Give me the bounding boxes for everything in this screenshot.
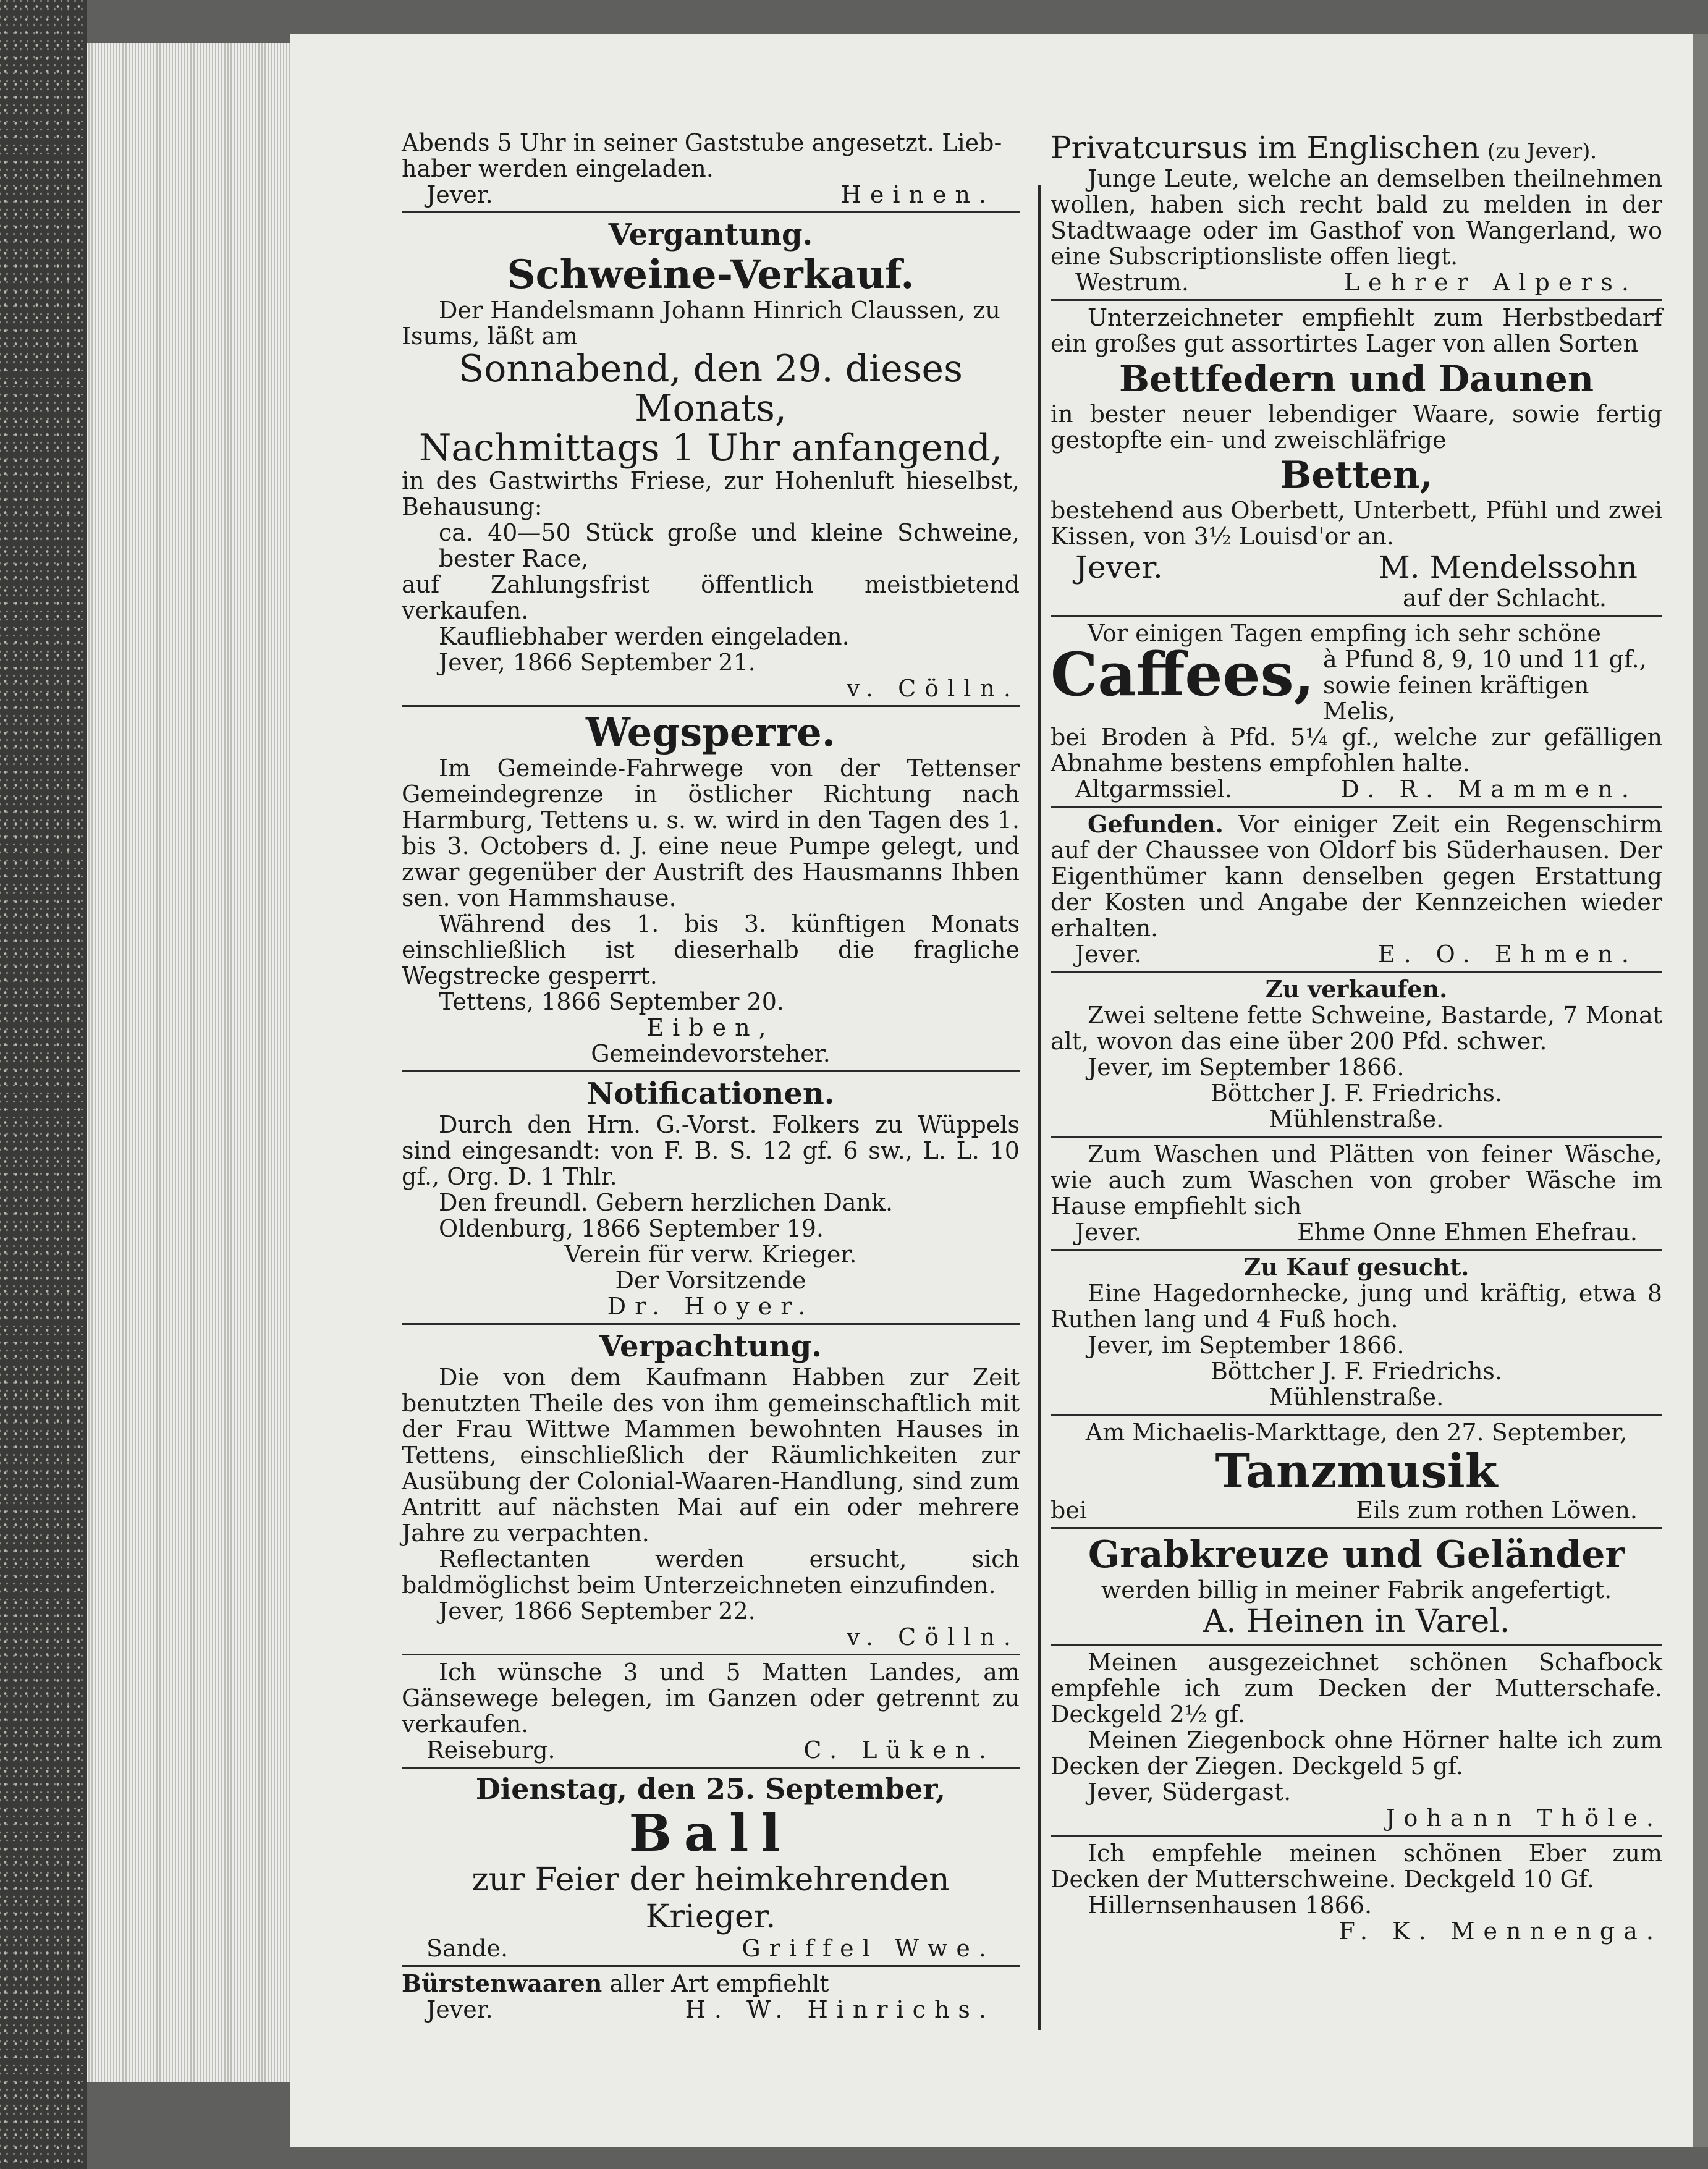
ad-text: in bester neuer lebendiger Waare, sowie fertig gestopfte ein- und zweischläfrige	[1051, 400, 1662, 454]
ad-signer-title: Der Vorsitzende	[615, 1267, 806, 1294]
ad-title: Caffees,	[1051, 640, 1315, 709]
ad-zu-verkaufen	[1051, 976, 1662, 1132]
ad-text: Eine Hagedornhecke, jung und kräftig, etwa 8 Ruthen lang und 4 Fuß hoch.	[1051, 1280, 1662, 1333]
ad-place: Jever.	[1075, 549, 1163, 585]
signature-line	[1051, 776, 1662, 802]
ad-text: auf Zahlungsfrist öffentlich meistbietend verkaufen.	[402, 571, 1020, 624]
ad-signer: D. R. Mammen.	[1340, 776, 1638, 803]
ad-dateline: Tettens, 1866 September 20.	[439, 988, 784, 1015]
ad-signer: v. Cölln.	[847, 1623, 1020, 1651]
ad-signer: A. Heinen in Varel.	[1203, 1603, 1510, 1640]
ad-text: Vor einiger Zeit ein Regenschirm auf der Chaussee von Oldorf bis Süderhausen. Der Eigenthümer kann denselben gegen Erstattung der Kosten und Angabe der Kennzeichen wieder erhalten.	[1051, 811, 1662, 942]
ad-title-line	[1051, 130, 1662, 166]
ad-text: Unterzeichneter empfiehlt zum Herbstbedarf ein großes gut assortirtes Lager von allen Sorten	[1051, 304, 1662, 357]
ad-signer: C. Lüken.	[803, 1736, 995, 1764]
ad-title-suffix: (zu Jever).	[1487, 139, 1597, 164]
ad-signer-address: Mühlenstraße.	[1269, 1384, 1444, 1411]
ad-signer: Lehrer Alpers.	[1343, 269, 1638, 296]
ad-separator	[1051, 1136, 1662, 1138]
ad-kicker: Vergantung.	[608, 218, 813, 252]
ad-text: Vor einigen Tagen empfing ich sehr schöne	[1088, 620, 1601, 647]
ad-dateline: Hillernsenhausen 1866.	[1088, 1892, 1372, 1919]
ad-signer: v. Cölln.	[847, 675, 1020, 702]
ad-signer: F. K. Mennenga.	[1338, 1917, 1662, 1945]
ad-text: Der Handelsmann Johann Hinrich Claussen, zu	[439, 297, 1000, 324]
ad-notificationen	[402, 1076, 1020, 1319]
ad-text: aller Art empfiehlt	[609, 1970, 829, 1997]
ad-signer: H. W. Hinrichs.	[685, 1996, 995, 2023]
ad-signer: Ehme Onne Ehmen Ehefrau.	[1297, 1219, 1638, 1246]
ad-separator	[1051, 615, 1662, 617]
ad-privatcursus	[1051, 130, 1662, 295]
ad-separator	[402, 1070, 1020, 1072]
ad-separator	[402, 211, 1020, 213]
ad-text-block	[1051, 811, 1662, 941]
ad-text: Kaufliebhaber werden eingeladen.	[439, 623, 850, 650]
ad-matten	[402, 1659, 1020, 1763]
ad-separator	[402, 1654, 1020, 1655]
ad-text: Meinen ausgezeichnet schönen Schafbock empfehle ich zum Decken der Mutterschafe. Deckgeld 2½ gf.	[1051, 1649, 1662, 1728]
signature-line	[1051, 941, 1662, 967]
ad-bettfedern	[1051, 305, 1662, 611]
ad-title: Bettfedern und Daunen	[1118, 358, 1594, 400]
ad-separator	[402, 705, 1020, 707]
ad-title: Zu Kauf gesucht.	[1243, 1253, 1469, 1281]
ad-signer-address: auf der Schlacht.	[1402, 585, 1607, 612]
ad-signer: Griffel Wwe.	[742, 1935, 995, 1962]
ad-text: werden billig in meiner Fabrik angefertigt.	[1101, 1576, 1612, 1604]
ad-text: à Pfund 8, 9, 10 und 11 gf.,	[1323, 646, 1647, 673]
ad-text: Isums, läßt am	[402, 323, 578, 350]
ad-place: Sande.	[426, 1935, 509, 1962]
ad-wegsperre	[402, 711, 1020, 1067]
ad-dateline: Jever, im September 1866.	[1088, 1332, 1405, 1359]
left-column	[402, 130, 1020, 2023]
ad-text: haber werden eingeladen.	[402, 155, 714, 182]
signature-line	[1051, 1497, 1662, 1523]
ad-gefunden	[1051, 811, 1662, 967]
ad-schafbock	[1051, 1649, 1662, 1831]
ad-text: Am Michaelis-Markttage, den 27. September,	[1085, 1419, 1628, 1446]
column-divider	[1038, 185, 1041, 2030]
ad-signer: Böttcher J. F. Friedrichs.	[1210, 1358, 1503, 1385]
ad-place: Jever.	[1075, 941, 1142, 968]
ad-text: Während des 1. bis 3. künftigen Monats einschließlich ist dieserhalb die fragliche Wegstrecke gesperrt.	[402, 910, 1020, 989]
ad-text-line	[402, 1971, 1020, 1997]
ad-separator	[1051, 1249, 1662, 1251]
ad-dateline: Jever, 1866 September 21.	[439, 649, 756, 676]
ad-text: Junge Leute, welche an demselben theilnehmen wollen, haben sich recht bald zu melden in der Stadtwaage oder im Gasthof von Wangerland, wo eine Subscriptionsliste offen liegt.	[1051, 165, 1662, 270]
signature-line	[402, 182, 1020, 208]
ad-verpachtung	[402, 1329, 1020, 1650]
ad-signer: Heinen.	[840, 181, 995, 208]
ad-date-headline: Nachmittags 1 Uhr anfangend,	[418, 426, 1003, 470]
ad-text: Den freundl. Gebern herzlichen Dank.	[439, 1189, 894, 1216]
ad-dateline: Oldenburg, 1866 September 19.	[439, 1215, 824, 1242]
ad-zu-kauf-gesucht	[1051, 1254, 1662, 1410]
ad-signer-address: Mühlenstraße.	[1269, 1106, 1444, 1133]
ad-separator	[1051, 971, 1662, 973]
ad-signer: M. Mendelssohn	[1378, 549, 1638, 585]
ad-text: Zwei seltene fette Schweine, Bastarde, 7 Monat alt, wovon das eine über 200 Pfd. schwer.	[1051, 1002, 1662, 1055]
ad-title: Ball	[628, 1804, 793, 1863]
ad-title: Zu verkaufen.	[1265, 975, 1448, 1003]
ad-caffees	[1051, 620, 1662, 802]
ad-tanzmusik	[1051, 1419, 1662, 1523]
ad-title: Schweine-Verkauf.	[507, 252, 915, 298]
ad-top-continued	[402, 130, 1020, 208]
ad-waschen	[1051, 1141, 1662, 1245]
ad-place: Jever.	[426, 181, 493, 208]
ad-text: bei	[1051, 1497, 1087, 1524]
ad-head: Gefunden.	[1088, 810, 1224, 838]
ad-dateline: Jever, 1866 September 22.	[439, 1597, 756, 1625]
ad-title: Privatcursus im Englischen	[1051, 130, 1480, 166]
ad-text: Ich empfehle meinen schönen Eber zum Decken der Mutterschweine. Deckgeld 10 Gf.	[1051, 1840, 1662, 1893]
ad-text: sowie feinen kräftigen Melis,	[1323, 672, 1589, 725]
ad-place: Jever, Südergast.	[1088, 1778, 1292, 1806]
ad-place: Reiseburg.	[426, 1736, 556, 1764]
ad-separator	[1051, 806, 1662, 808]
ad-separator	[1051, 1527, 1662, 1529]
ad-text: ca. 40—50 Stück große und kleine Schweine, bester Race,	[439, 519, 1020, 572]
signature-line	[1051, 1219, 1662, 1245]
ad-subtitle: zur Feier der heimkehrenden Krieger.	[471, 1861, 950, 1935]
signature-line	[402, 1997, 1020, 2023]
page-edges	[87, 43, 290, 2082]
ad-caffees-text	[1323, 646, 1662, 724]
ad-title: Grabkreuze und Geländer	[1088, 1533, 1625, 1576]
ad-text: Die von dem Kaufmann Habben zur Zeit benutzten Theile des von ihm gemeinschaftlich mit der Frau Wittwe Mammen bewohnten Hauses in Tettens, einschließlich der Räumlichkeiten zur Ausübung der Colonial-Waaren-Handlung, sind zum Antritt auf nächsten Mai auf ein oder mehrere Jahre zu verpachten.	[402, 1364, 1020, 1547]
ad-title: Wegsperre.	[585, 709, 836, 756]
ad-date-headline: Dienstag, den 25. September,	[475, 1772, 946, 1806]
ad-head: Bürstenwaaren	[402, 1969, 602, 1997]
ad-text: Abends 5 Uhr in seiner Gaststube angesetzt. Lieb-	[402, 129, 1002, 156]
ad-text: Im Gemeinde-Fahrwege von der Tettenser Gemeindegrenze in östlicher Richtung nach Harmburg, Tettens u. s. w. wird in den Tagen des 1. bis 3. Octobers d. J. eine neue Pumpe gelegt, und zwar gegenüber der Austrift des Hausmanns Ihben sen. von Hammshause.	[402, 755, 1020, 911]
ad-eber	[1051, 1840, 1662, 1944]
book-binding	[0, 0, 87, 2169]
ad-title: Verpachtung.	[599, 1329, 822, 1364]
ad-separator	[1051, 1835, 1662, 1837]
ad-schweine-verkauf	[402, 217, 1020, 701]
ad-place: Westrum.	[1075, 269, 1189, 296]
ad-text: Ich wünsche 3 und 5 Matten Landes, am Gänsewege belegen, im Ganzen oder getrennt zu verkaufen.	[402, 1659, 1020, 1738]
ad-text: Durch den Hrn. G.-Vorst. Folkers zu Wüppels sind eingesandt: von F. B. S. 12 gf. 6 sw., L. L. 10 gf., Org. D. 1 Thlr.	[402, 1111, 1020, 1190]
ad-separator	[1051, 1414, 1662, 1416]
ad-title: Tanzmusik	[1215, 1444, 1498, 1499]
ad-signer: Eiben,	[646, 1014, 775, 1041]
ad-text: bestehend aus Oberbett, Unterbett, Pfühl und zwei Kissen, von 3½ Louisd'or an.	[1051, 497, 1662, 550]
ad-signer: Eils zum rothen Löwen.	[1356, 1497, 1638, 1524]
ad-org: Verein für verw. Krieger.	[564, 1241, 857, 1268]
ad-signer: Dr. Hoyer.	[607, 1293, 814, 1320]
ad-grabkreuze	[1051, 1533, 1662, 1640]
ad-text: Zum Waschen und Plätten von feiner Wäsche, wie auch zum Waschen von grober Wäsche im Hause empfiehlt sich	[1051, 1141, 1662, 1220]
ad-place: Jever.	[426, 1996, 493, 2023]
ad-title: Notificationen.	[586, 1076, 835, 1111]
ad-dateline: Jever, im September 1866.	[1088, 1054, 1405, 1081]
ad-separator	[402, 1965, 1020, 1967]
ad-separator	[402, 1767, 1020, 1769]
ad-signer-title: Gemeindevorsteher.	[591, 1040, 831, 1067]
ad-ball	[402, 1772, 1020, 1961]
ad-signer: Johann Thöle.	[1385, 1804, 1662, 1832]
ad-separator	[402, 1323, 1020, 1325]
signature-line	[402, 1737, 1020, 1763]
ad-signer: Böttcher J. F. Friedrichs.	[1210, 1080, 1503, 1107]
ad-text: Reflectanten werden ersucht, sich baldmöglichst beim Unterzeichneten einzufinden.	[402, 1545, 1020, 1599]
ad-separator	[1051, 299, 1662, 301]
ad-buerstenwaaren	[402, 1971, 1020, 2023]
ad-place: Altgarmssiel.	[1075, 776, 1232, 803]
facing-page-edge	[1693, 34, 1708, 2147]
signature-line	[402, 1935, 1020, 1961]
ad-title: Betten,	[1280, 454, 1433, 497]
signature-line	[1051, 269, 1662, 295]
ad-date-headline: Sonnabend, den 29. dieses Monats,	[459, 347, 963, 430]
ad-text: Meinen Ziegenbock ohne Hörner halte ich zum Decken der Ziegen. Deckgeld 5 gf.	[1051, 1727, 1662, 1780]
right-column	[1051, 130, 1662, 1944]
ad-text: in des Gastwirths Friese, zur Hohenluft hieselbst, Behausung:	[402, 467, 1020, 520]
ad-signer: E. O. Ehmen.	[1377, 941, 1638, 968]
ad-separator	[1051, 1644, 1662, 1646]
signature-line	[1051, 549, 1662, 585]
ad-text: bei Broden à Pfd. 5¼ gf., welche zur gefälligen Abnahme bestens empfohlen halte.	[1051, 724, 1662, 777]
ad-place: Jever.	[1075, 1219, 1142, 1246]
ad-caffees-row	[1051, 640, 1662, 725]
